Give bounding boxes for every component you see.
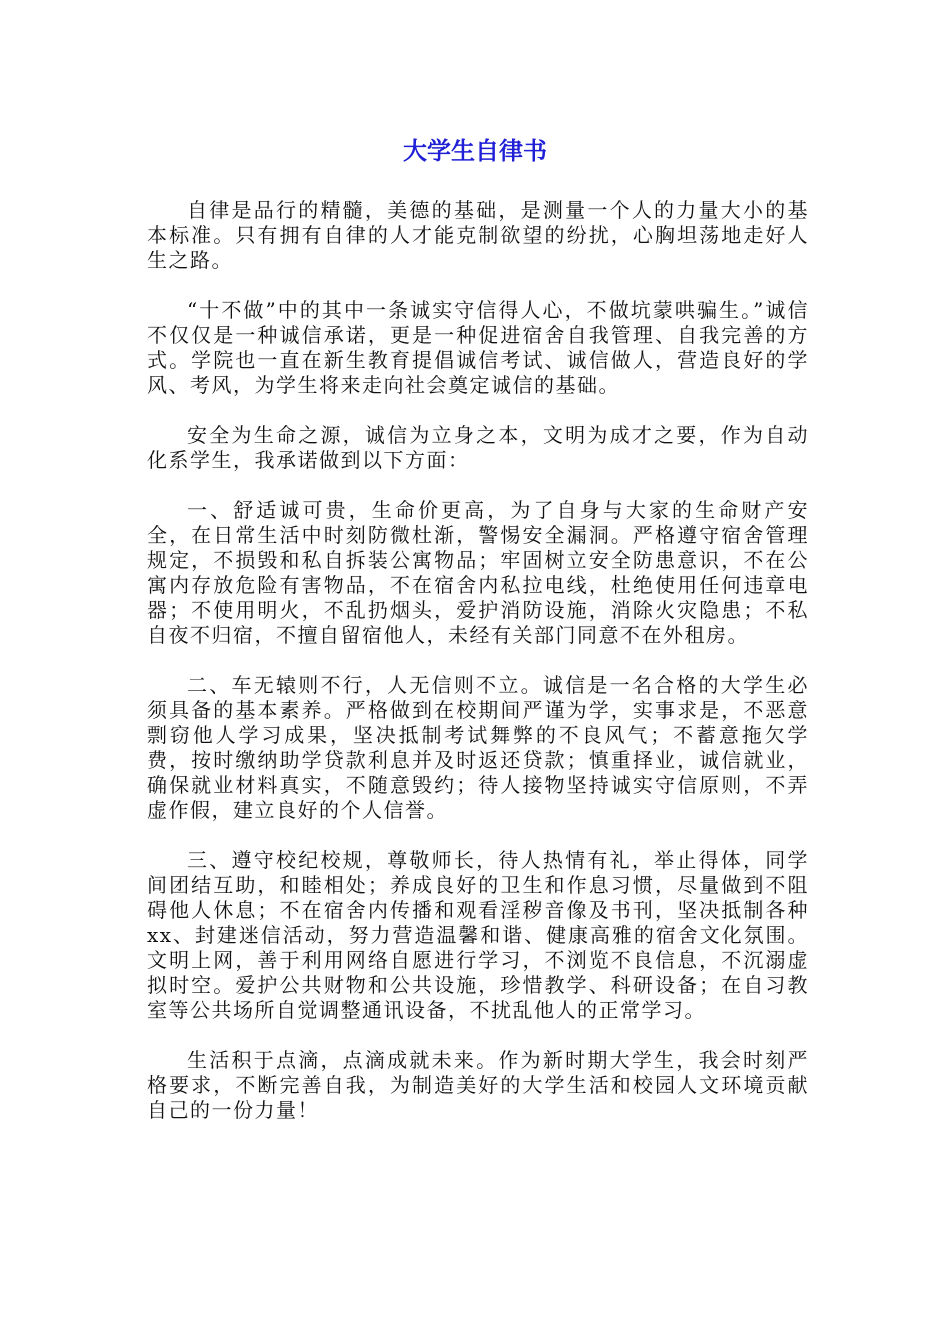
paragraph-conclusion: 生活积于点滴，点滴成就未来。作为新时期大学生，我会时刻严格要求，不断完善自我，为制造美好的大学生活和校园人文环境贡献自己的一份力量！ — [147, 1048, 809, 1122]
paragraph-honesty: “十不做”中的其中一条诚实守信得人心，不做坑蒙哄骗生。”诚信不仅仅是一种诚信承诺，更是一种促进宿舍自我管理、自我完善的方式。学院也一直在新生教育提倡诚信考试、诚信做人，营造良好的学风、考风，为学生将来走向社会奠定诚信的基础。 — [147, 298, 809, 397]
paragraph-item-3-discipline: 三、遵守校纪校规，尊敬师长，待人热情有礼，举止得体，同学间团结互助，和睦相处；养成良好的卫生和作息习惯，尽量做到不阻碍他人休息；不在宿舍内传播和观看淫秽音像及书刊，坚决抵制各种 xx、封建迷信活动，努力营造温馨和谐、健康高雅的宿舍文化氛围。文明上网，善于利用网络自愿进行学习，不浏览不良信息，不沉溺虚拟时空。爱护公共财物和公共设施，珍惜教学、科研设备；在自习教室等公共场所自觉调整通讯设备，不扰乱他人的正常学习。 — [147, 848, 809, 1022]
paragraph-item-2-integrity: 二、车无辕则不行，人无信则不立。诚信是一名合格的大学生必须具备的基本素养。严格做到在校期间严谨为学，实事求是，不恶意剽窃他人学习成果，坚决抵制考试舞弊的不良风气；不蓄意拖欠学费，按时缴纳助学贷款利息并及时返还贷款；慎重择业，诚信就业，确保就业材料真实，不随意毁约；待人接物坚持诚实守信原则，不弄虚作假，建立良好的个人信誉。 — [147, 673, 809, 822]
document-body — [147, 198, 809, 1148]
document-title: 大学生自律书 — [403, 137, 547, 165]
paragraph-item-1-safety: 一、舒适诚可贵，生命价更高，为了自身与大家的生命财产安全，在日常生活中时刻防微杜渐，警惕安全漏洞。严格遵守宿舍管理规定，不损毁和私自拆装公寓物品；牢固树立安全防患意识，不在公寓内存放危险有害物品，不在宿舍内私拉电线，杜绝使用任何违章电器；不使用明火，不乱扔烟头，爱护消防设施，消除火灾隐患；不私自夜不归宿，不擅自留宿他人，未经有关部门同意不在外租房。 — [147, 498, 809, 647]
paragraph-commitment: 安全为生命之源，诚信为立身之本，文明为成才之要，作为自动化系学生，我承诺做到以下方面： — [147, 423, 809, 472]
paragraph-intro: 自律是品行的精髓，美德的基础，是测量一个人的力量大小的基本标准。只有拥有自律的人才能克制欲望的纷扰，心胸坦荡地走好人生之路。 — [147, 198, 809, 272]
